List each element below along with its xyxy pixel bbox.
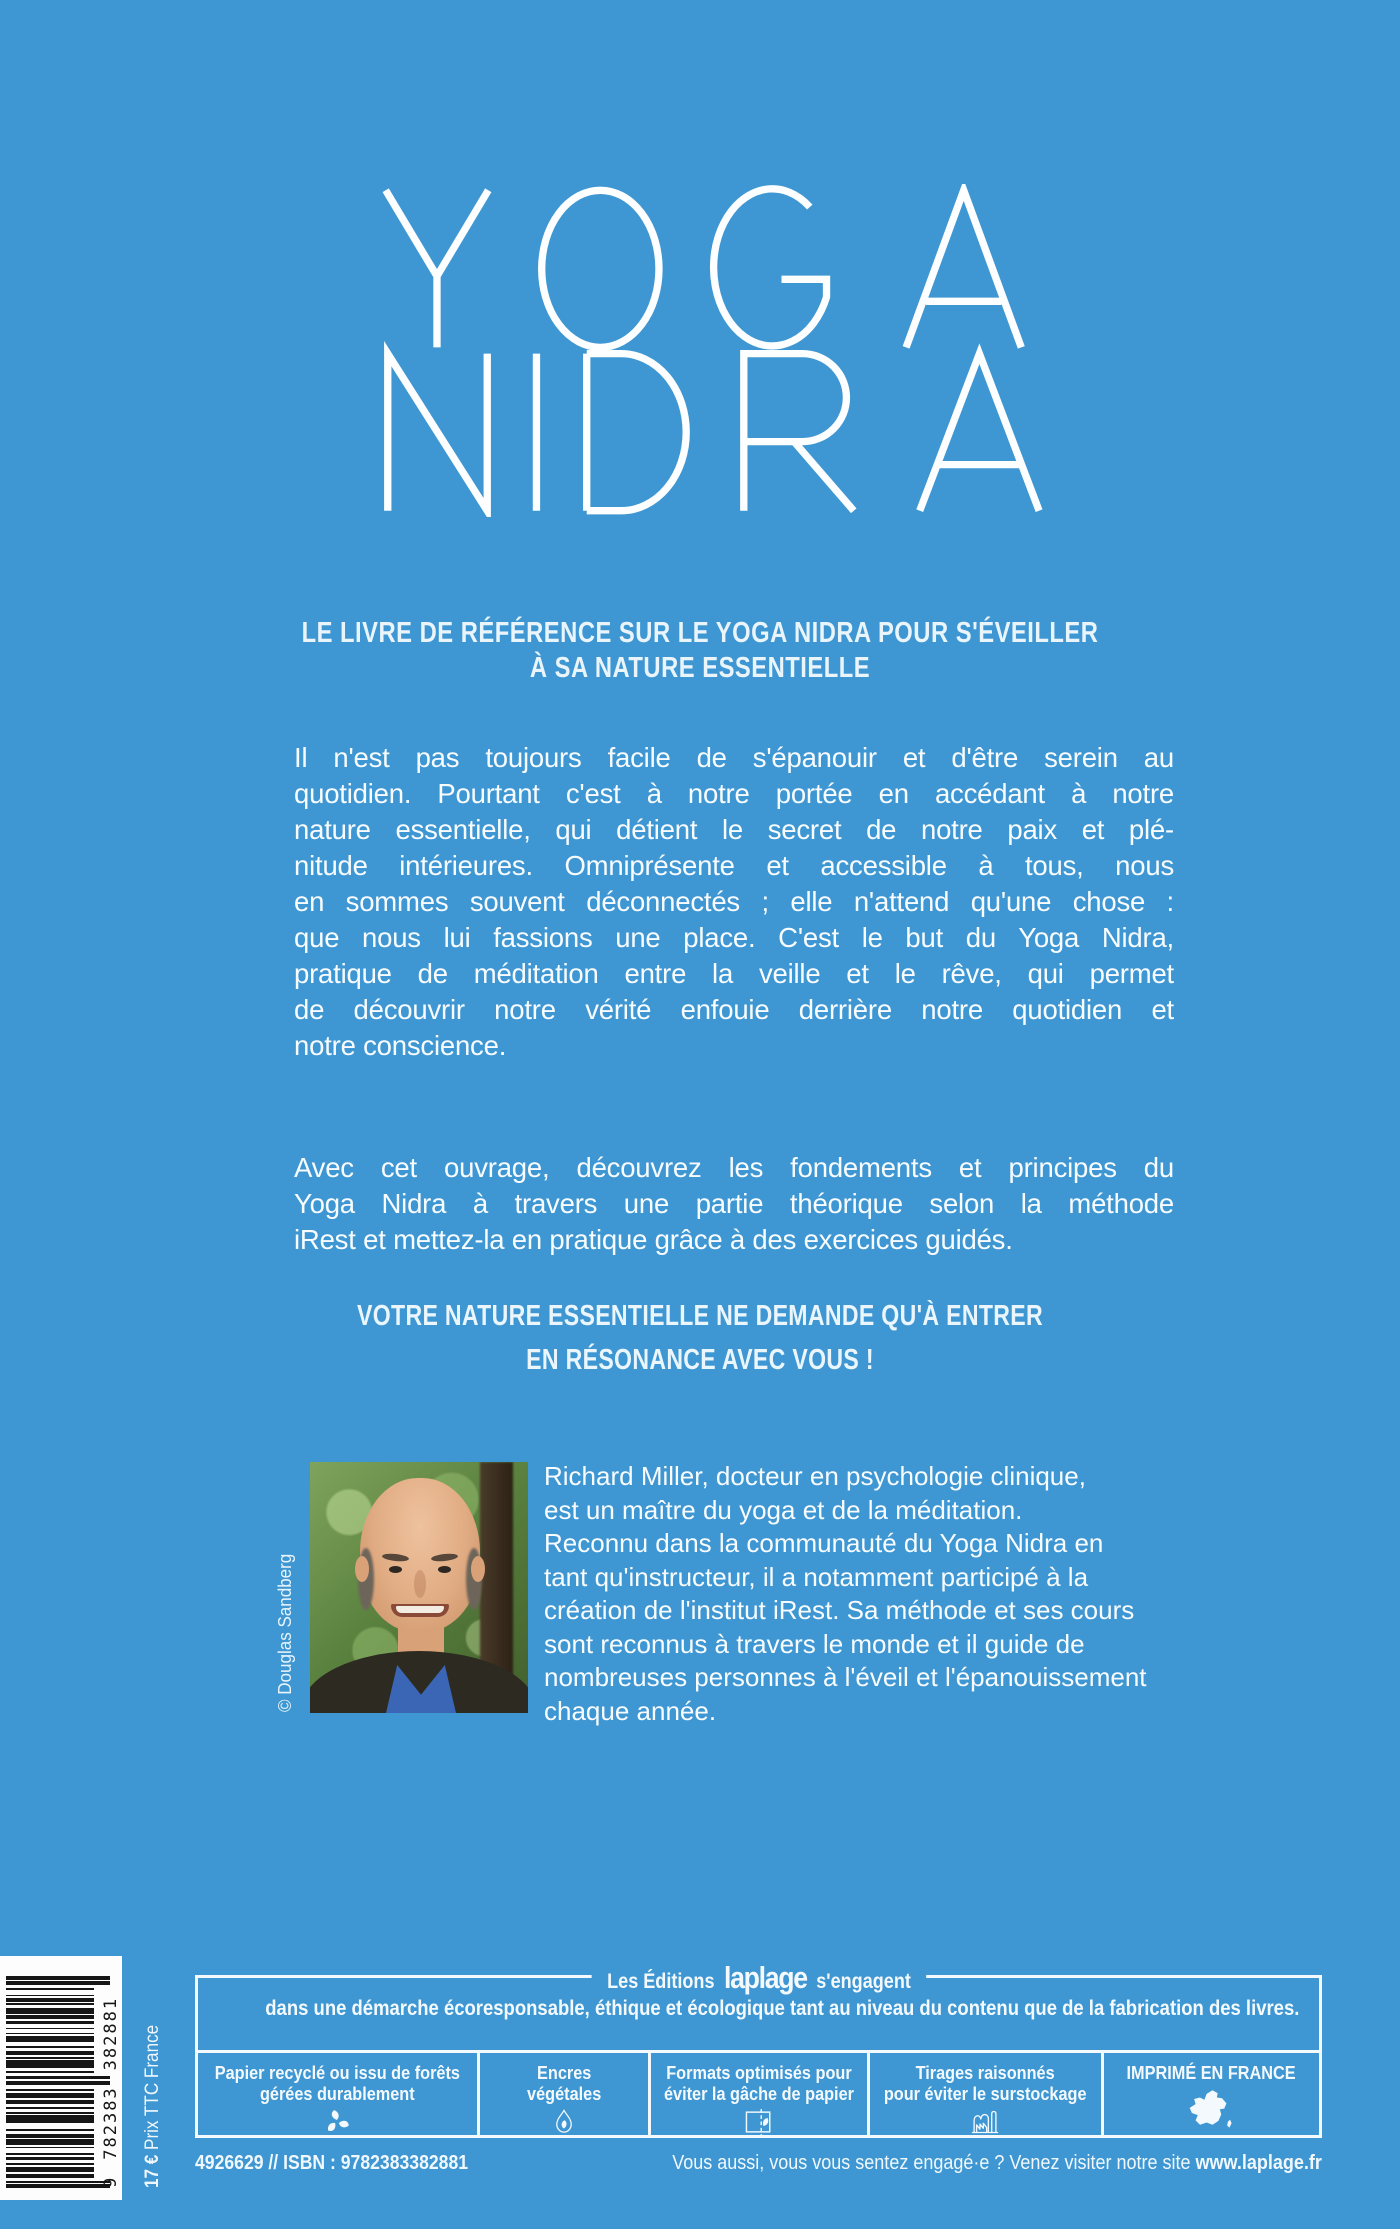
- barcode-number: 9 782383 382881: [101, 1996, 121, 2188]
- eco-cell-printed-in-france: IMPRIMÉ EN FRANCE: [1104, 2053, 1319, 2135]
- photo-credit: © Douglas Sandberg: [274, 1553, 295, 1712]
- publisher-band: [195, 1960, 1322, 2138]
- author-face: [360, 1478, 480, 1632]
- publisher-heading-suffix: s'engagent: [815, 1970, 911, 1993]
- author-bio: Richard Miller, docteur en psychologie clinique, est un maître du yoga et de la méditation. Reconnu dans la communauté du Yoga Nidra en tant qu'instructeur, il a notamment participé à la création de l'institut iRest. Sa méthode et ses cours sont reconnus à travers le monde et il guide de nombreuses personnes à l'éveil et l'épanouissement chaque année.: [544, 1461, 1147, 1726]
- barcode: [0, 1956, 122, 2200]
- page-title: [0, 21, 1, 22]
- website-url: www.laplage.fr: [1195, 2152, 1322, 2174]
- publisher-tagline: dans une démarche écoresponsable, éthique et écologique tant au niveau du contenu que de la fabrication des livres.: [265, 1997, 1300, 2020]
- body-paragraph-1: Il n'est pas toujours facile de s'épanouir et d'être serein au quotidien. Pourtant c'est à notre portée en accédant à notre nature essentielle, qui détient le secret de notre paix et plé- nitude intérieures. Omniprésente et accessible à tous, nous en sommes souvent déconnectés ; elle n'attend qu'une chose : que nous lui fassions une place. C'est le but du Yoga Nidra, pratique de méditation entre la veille et le rêve, qui permet de découvrir notre vérité enfouie derrière notre quotidien et notre conscience.: [294, 742, 1174, 1061]
- eco-cell-optimized-format: Formats optimisés pour éviter la gâche de papier: [651, 2053, 870, 2135]
- eco-cell-recycled-paper: Papier recyclé ou issu de forêts gérées durablement: [198, 2053, 480, 2135]
- laplage-logo: laplage: [723, 1960, 807, 1995]
- barcode-bars: [6, 1976, 98, 2188]
- plant-ink-icon: [541, 2109, 587, 2135]
- printed-in-france-icon: [1180, 2088, 1242, 2135]
- eco-cells-row: [198, 2050, 1319, 2135]
- website-cta: Vous aussi, vous vous sentez engagé·e ? Venez visiter notre site www.laplage.fr: [672, 2152, 1322, 2174]
- body-paragraph-2: Avec cet ouvrage, découvrez les fondements et principes du Yoga Nidra à travers une partie théorique selon la méthode iRest et mettez-la en pratique grâce à des exercices guidés.: [294, 1152, 1174, 1255]
- recycled-paper-icon: [310, 2109, 364, 2135]
- publisher-heading-prefix: Les Éditions: [606, 1970, 715, 1993]
- band-footline: [195, 2152, 1322, 2175]
- subtitle: LE LIVRE DE RÉFÉRENCE SUR LE YOGA NIDRA POUR S'ÉVEILLER À SA NATURE ESSENTIELLE: [301, 617, 1099, 684]
- eco-cell-reasoned-print-run: Tirages raisonnés pour éviter le surstockage: [870, 2053, 1103, 2135]
- callout: VOTRE NATURE ESSENTIELLE NE DEMANDE QU'À ENTRER EN RÉSONANCE AVEC VOUS !: [357, 1300, 1043, 1376]
- publisher-heading: [591, 1960, 926, 1996]
- title-yoga-nidra-lettering: [377, 184, 1053, 517]
- price-label: 17 € Prix TTC France: [142, 2024, 163, 2188]
- isbn-reference: 4926629 // ISBN : 9782383382881: [195, 2152, 469, 2174]
- optimized-format-icon: [728, 2109, 790, 2135]
- author-photo: [310, 1462, 528, 1713]
- reasoned-print-run-icon: [955, 2109, 1015, 2135]
- eco-cell-plant-ink: Encres végétales: [480, 2053, 652, 2135]
